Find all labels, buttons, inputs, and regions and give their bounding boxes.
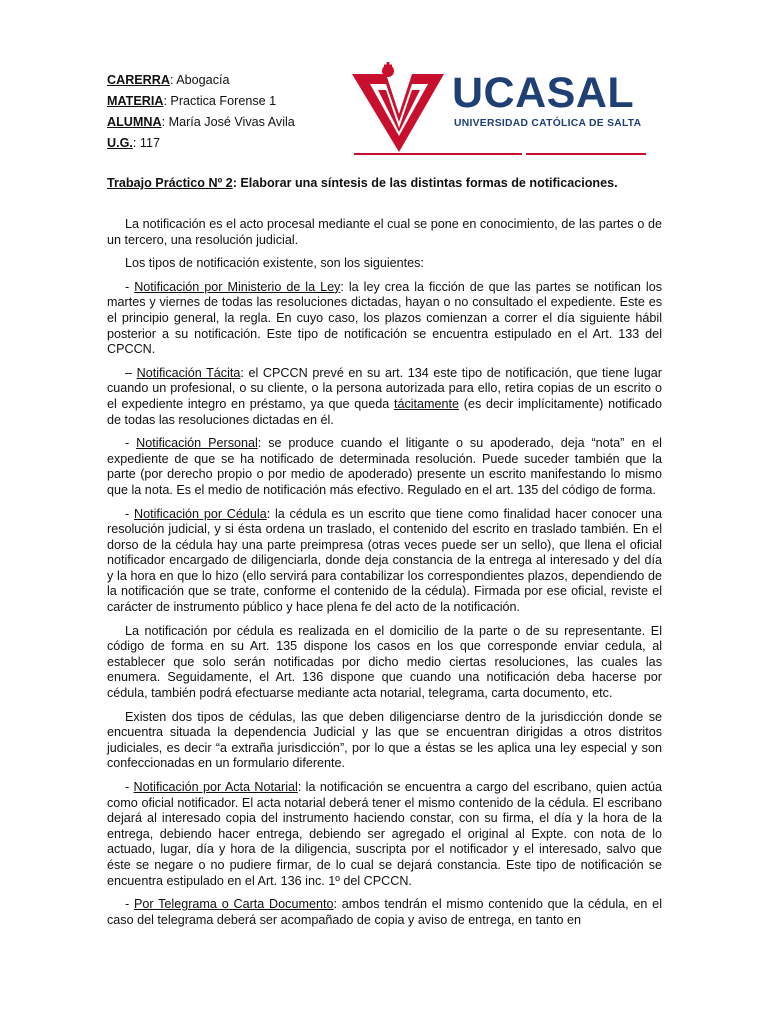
list-dash: - — [125, 279, 135, 294]
paragraph-text: : la notificación se encuentra a cargo del escribano, quien actúa como oficial notificador. El acta notarial deberá tener el mismo contenido de la cédula. El escribano dejará al interesado copia del instrumento haciendo constar, con su firma, el día y la hora de la entrega, debiendo hacer entrega, debiendo ser agregado el original al Expte. con nota de lo actuado, lugar, día y hora de la diligencia, suscripta por el notificador y el interesado, salvo que éste se negare o no pudiere firmar, de lo cual se dejará constancia. Este tipo de notificación se encuentra estipulado en el Art. 136 inc. 1º del CPCCN. — [107, 780, 662, 888]
term-personal: Notificación Personal — [136, 436, 258, 451]
list-dash: - — [125, 897, 134, 912]
paragraph-text: : la ley crea la ficción de que las partes se notifican los martes y viernes de todas las resoluciones dictadas, hayan o no consultado el expediente. Este es el principio general, la regla. En cuyo caso, los plazos comienzan a correr el día siguiente hábil posterior a su notificación. Este tipo de notificación se encuentra estipulado en el Art. 133 del CPCCN. — [107, 279, 663, 357]
career-value: : Abogacía — [169, 73, 230, 87]
paragraph-tacita — [107, 366, 662, 428]
term-ministerio-ley: Notificación por Ministerio de la Ley — [134, 279, 341, 294]
subject-value: : Practica Forense 1 — [163, 94, 277, 108]
subject-row — [107, 91, 295, 112]
paragraph-types-intro: Los tipos de notificación existente, son los siguientes: — [125, 256, 424, 271]
term-telegrama: Por Telegrama o Carta Documento — [133, 897, 334, 912]
title-label: Trabajo Práctico Nº 2 — [107, 176, 233, 190]
ucasal-logo — [348, 62, 648, 158]
logo-subtitle: UNIVERSIDAD CATÓLICA DE SALTA — [454, 118, 642, 129]
term-cedula: Notificación por Cédula — [133, 506, 267, 521]
list-dash: - — [125, 780, 134, 794]
paragraph-cedula — [107, 507, 662, 616]
assignment-title — [107, 176, 667, 190]
logo-underline-right — [526, 153, 646, 155]
paragraph-text: : la cédula es un escrito que tiene como finalidad hacer conocer una resolución judicial, y si ésta ordena un traslado, el contenido del escrito en traslado también. En el dorso de la cédula hay una parte preimpresa (otras veces puede ser un sello), que llena el oficial notificador encargado de diligenciarla, donde deja constancia de la entrega al interesado y del día y la hora en que lo hizo (ello servirá para contabilizar los correspondientes plazos, dependiendo de la notificación que se trate, conforme el contenido de la cédula). Firmada por ese oficial, reviste el carácter de instrumento público y hace plena fe del acto de la notificación. — [107, 506, 662, 615]
paragraph-text: : se produce cuando el litigante o su apoderado, deja “nota” en el expediente de que se ha notificado de determinada resolución. Puede suceder también que la parte (por derecho propio o por medio de apoderado) presente un escrito manifestando lo mismo que la nota. Es el medio de notificación más efectivo. Regulado en el art. 135 del código de forma. — [107, 436, 662, 497]
ug-label: U.G. — [107, 136, 133, 150]
paragraph-text: : ambos tendrán el mismo contenido que la cédula, en el caso del telegrama deberá ser acompañado de copia y aviso de entrega, en tanto en — [107, 897, 662, 927]
list-dash: - — [125, 436, 137, 451]
term-acta-notarial: Notificación por Acta Notarial — [133, 780, 298, 794]
logo-wordmark: UCASAL — [452, 69, 635, 117]
student-value: : María José Vivas Avila — [161, 115, 295, 129]
paragraph-text: : el CPCCN prevé en su art. 134 este tipo de notificación, que tiene lugar cuando un profesional, o su cliente, o la persona autorizada para ello, retira copias de un escrito o el expediente integro en préstamo, ya que queda — [107, 365, 662, 411]
term-tacitamente: tácitamente — [393, 396, 460, 411]
list-dash: – — [125, 365, 137, 380]
career-row — [107, 70, 295, 91]
student-row — [107, 112, 295, 133]
paragraph-acta-notarial — [107, 780, 662, 889]
paragraph-telegrama — [107, 897, 662, 928]
ug-value: : 117 — [132, 136, 160, 150]
student-info — [107, 70, 295, 154]
paragraph-definition: La notificación es el acto procesal mediante el cual se pone en conocimiento, de las partes o de un tercero, una resolución judicial. — [107, 217, 662, 247]
title-text: : Elaborar una síntesis de las distintas formas de notificaciones. — [232, 176, 618, 190]
ug-row — [107, 133, 295, 154]
paragraph-personal — [107, 436, 662, 498]
paragraph-text: (es decir implícitamente) notificado de todas las resoluciones dictadas en él. — [107, 396, 662, 427]
ucasal-emblem-icon — [348, 62, 448, 158]
list-dash: - — [125, 506, 134, 521]
subject-label: MATERIA — [107, 94, 164, 108]
student-label: ALUMNA — [107, 115, 162, 129]
logo-underline-left — [354, 153, 522, 155]
term-tacita: Notificación Tácita — [136, 365, 241, 380]
paragraph-tipos-cedulas: Existen dos tipos de cédulas, las que deben diligenciarse dentro de la jurisdicción donde se encuentra situada la dependencia Judicial y las que se encuentran dirigidas a otros distritos judiciales, es decir “a extraña jurisdicción”, por lo que a éstas se les aplica una ley especial y son confeccionadas en un formulario diferente. — [107, 709, 662, 771]
document-body — [107, 217, 662, 936]
paragraph-cedula-domicilio: La notificación por cédula es realizada en el domicilio de la parte o de su representante. El código de forma en su Art. 135 dispone los casos en los que corresponde enviar cedula, al establecer que solo serán notificadas por dicho medio ciertas resoluciones, las cuales las enumera. Seguidamente, el Art. 136 dispone que cuando una notificación deba hacerse por cédula, también podrá efectuarse mediante acta notarial, telegrama, carta documento, etc. — [107, 623, 662, 701]
paragraph-ministerio-ley — [107, 280, 662, 358]
career-label: CARERRA — [107, 73, 170, 87]
